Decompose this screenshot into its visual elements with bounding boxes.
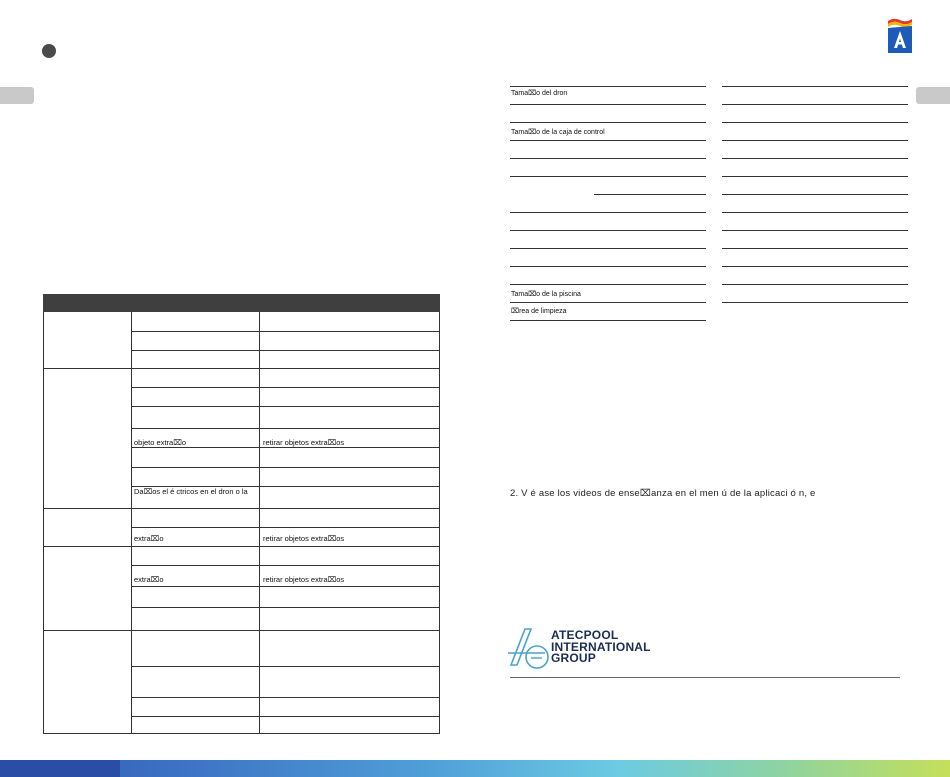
bullet-dot	[42, 44, 56, 58]
spec-row-line	[510, 212, 706, 213]
row-divider	[131, 697, 440, 698]
cause-cell: extra⌧o	[134, 534, 164, 543]
row-divider	[131, 350, 440, 351]
brand-line: INTERNATIONAL	[551, 639, 651, 654]
page-edge-tab-right	[916, 87, 950, 104]
spec-row-line	[510, 176, 706, 177]
fix-cell: retirar objetos extra⌧os	[263, 438, 345, 447]
spec-row-line	[510, 248, 706, 249]
spec-row-line	[722, 302, 908, 303]
footer-gradient-bar	[0, 760, 950, 777]
column-divider	[259, 312, 260, 733]
atecpool-brand-logo	[505, 625, 663, 671]
spec-row-line	[510, 104, 706, 105]
spec-row-line	[510, 320, 706, 321]
group-divider	[43, 368, 440, 369]
spec-row-line	[510, 140, 706, 141]
footer-blue-segment	[0, 760, 120, 777]
spec-row-line	[722, 176, 908, 177]
row-divider	[131, 447, 440, 448]
row-divider	[131, 607, 440, 608]
brand-line: GROUP	[551, 651, 597, 665]
spec-row-line	[722, 194, 908, 195]
brand-wordmark	[551, 630, 651, 665]
spec-row-line	[722, 248, 908, 249]
spec-row-line	[722, 266, 908, 267]
spec-row-line	[510, 86, 706, 87]
spec-row-line	[722, 86, 908, 87]
spec-label: ⌧rea de limpieza	[511, 308, 567, 315]
page-edge-tab-left	[0, 87, 34, 104]
row-divider	[131, 406, 440, 407]
row-divider	[131, 716, 440, 717]
spec-label: Tama⌧o de la caja de control	[511, 129, 605, 136]
troubleshooting-table	[43, 294, 440, 735]
spec-row-line	[510, 122, 706, 123]
spec-row-line	[722, 140, 908, 141]
row-divider	[131, 387, 440, 388]
spec-row-line	[722, 284, 908, 285]
spec-row-line	[722, 212, 908, 213]
group-divider	[43, 546, 440, 547]
spec-row-line	[722, 122, 908, 123]
row-divider	[131, 586, 440, 587]
row-divider	[131, 565, 440, 566]
fix-cell: retirar objetos extra⌧os	[263, 534, 345, 543]
spec-row-line	[722, 230, 908, 231]
spec-row-line	[510, 302, 706, 303]
column-divider	[131, 312, 132, 733]
row-divider	[131, 467, 440, 468]
app-video-note: 2. V é ase los videos de ense⌧anza en el men ú de la aplicaci ó n, e	[510, 488, 816, 499]
row-divider	[131, 428, 440, 429]
spec-label: Tama⌧o del dron	[511, 90, 568, 97]
row-divider	[131, 331, 440, 332]
row-divider	[131, 527, 440, 528]
row-divider	[131, 666, 440, 667]
brand-underline	[510, 677, 900, 678]
atecpool-emblem-icon	[505, 625, 551, 671]
cause-cell: objeto extra⌧o	[134, 438, 187, 447]
table-header-row	[43, 294, 440, 312]
spec-row-line	[510, 158, 706, 159]
spec-row-line	[510, 284, 706, 285]
brand-a-logo-icon	[886, 17, 914, 53]
cause-cell: extra⌧o	[134, 575, 164, 584]
fix-cell: retirar objetos extra⌧os	[263, 575, 345, 584]
spec-row-line	[722, 104, 908, 105]
cause-cell: Da⌧os el é ctricos en el dron o la	[134, 487, 248, 496]
group-divider	[43, 508, 440, 509]
spec-row-line	[594, 194, 706, 195]
table-body	[43, 312, 440, 734]
brand-line: ATECPOOL	[551, 628, 619, 642]
group-divider	[43, 630, 440, 631]
spec-label: Tama⌧o de la piscina	[511, 291, 581, 298]
spec-row-line	[722, 158, 908, 159]
spec-row-line	[510, 230, 706, 231]
spec-row-line	[510, 266, 706, 267]
